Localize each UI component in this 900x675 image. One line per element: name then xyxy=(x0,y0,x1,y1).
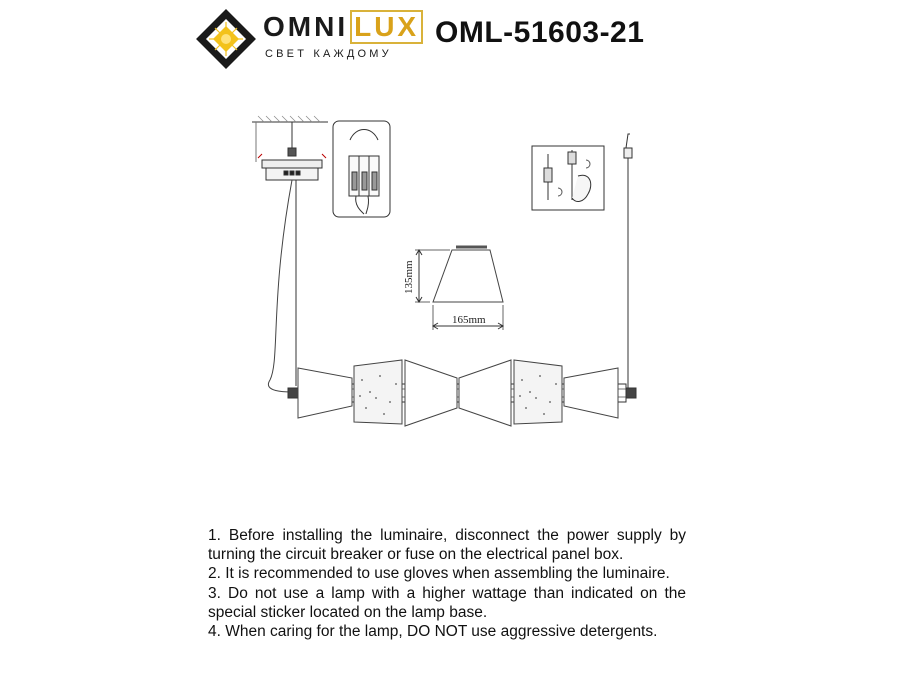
instruction-1: 1. Before installing the luminaire, disconnect the power supply by turning the circuit breaker or fuse on the electrical panel box. xyxy=(208,527,686,564)
instructions xyxy=(208,526,686,641)
width-dimension-label: 165mm xyxy=(452,314,486,326)
wiring-detail xyxy=(333,121,390,217)
model-number: OML-51603-21 xyxy=(435,16,645,49)
brand-name-omni: OMNI xyxy=(263,11,349,42)
brand-tagline: СВЕТ КАЖДОМУ xyxy=(265,48,392,60)
ceiling-mount xyxy=(252,116,328,392)
instruction-2: 2. It is recommended to use gloves when assembling the luminaire. xyxy=(208,565,670,583)
instruction-3: 3. Do not use a lamp with a higher wattage than indicated on the special sticker located on the lamp base. xyxy=(208,584,686,621)
suspension-cable-right xyxy=(624,134,632,388)
height-dimension-label: 135mm xyxy=(403,260,415,294)
instruction-4: 4. When caring for the lamp, DO NOT use aggressive detergents. xyxy=(208,623,658,641)
luminaire-body xyxy=(288,360,636,426)
adjustment-detail xyxy=(532,146,604,210)
brand-name-lux: LUX xyxy=(350,10,423,44)
